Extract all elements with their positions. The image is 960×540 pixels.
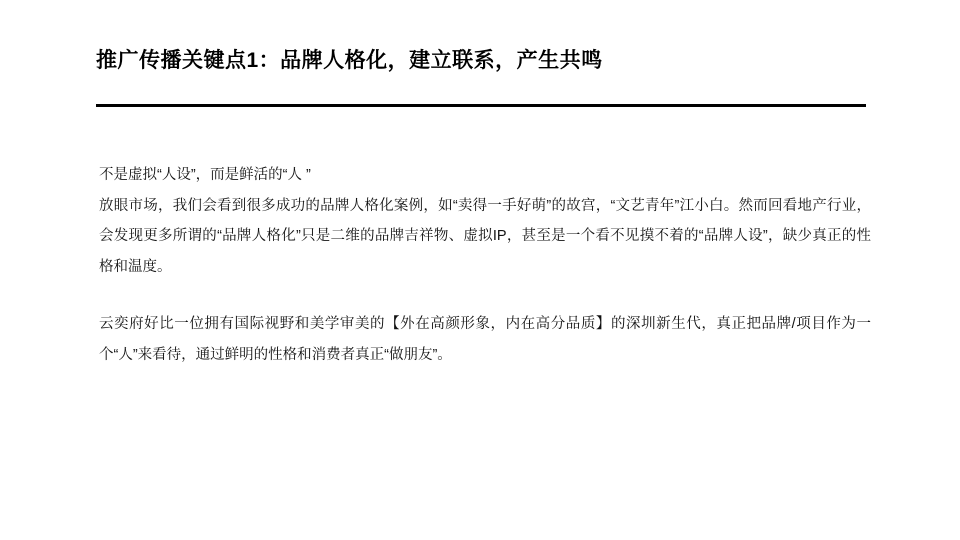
title-divider <box>96 104 866 107</box>
paragraph-spacer <box>99 283 871 309</box>
paragraph-brand: 云奕府好比一位拥有国际视野和美学审美的【外在高颜形象，内在高分品质】的深圳新生代，真正把品牌/项目作为一个“人”来看待，通过鲜明的性格和消费者真正“做朋友”。 <box>99 315 871 363</box>
page-title: 推广传播关键点1：品牌人格化，建立联系，产生共鸣 <box>96 49 603 72</box>
title-block <box>96 46 864 75</box>
body-block <box>99 160 871 370</box>
paragraph-market: 放眼市场，我们会看到很多成功的品牌人格化案例，如“卖得一手好萌”的故宫，“文艺青年”江小白。然而回看地产行业，会发现更多所谓的“品牌人格化”只是二维的品牌吉祥物、虚拟IP，甚至是一个看不见摸不着的“品牌人设”，缺少真正的性格和温度。 <box>99 197 871 276</box>
paragraph-lead: 不是虚拟“人设”，而是鲜活的“人 ” <box>99 167 311 183</box>
